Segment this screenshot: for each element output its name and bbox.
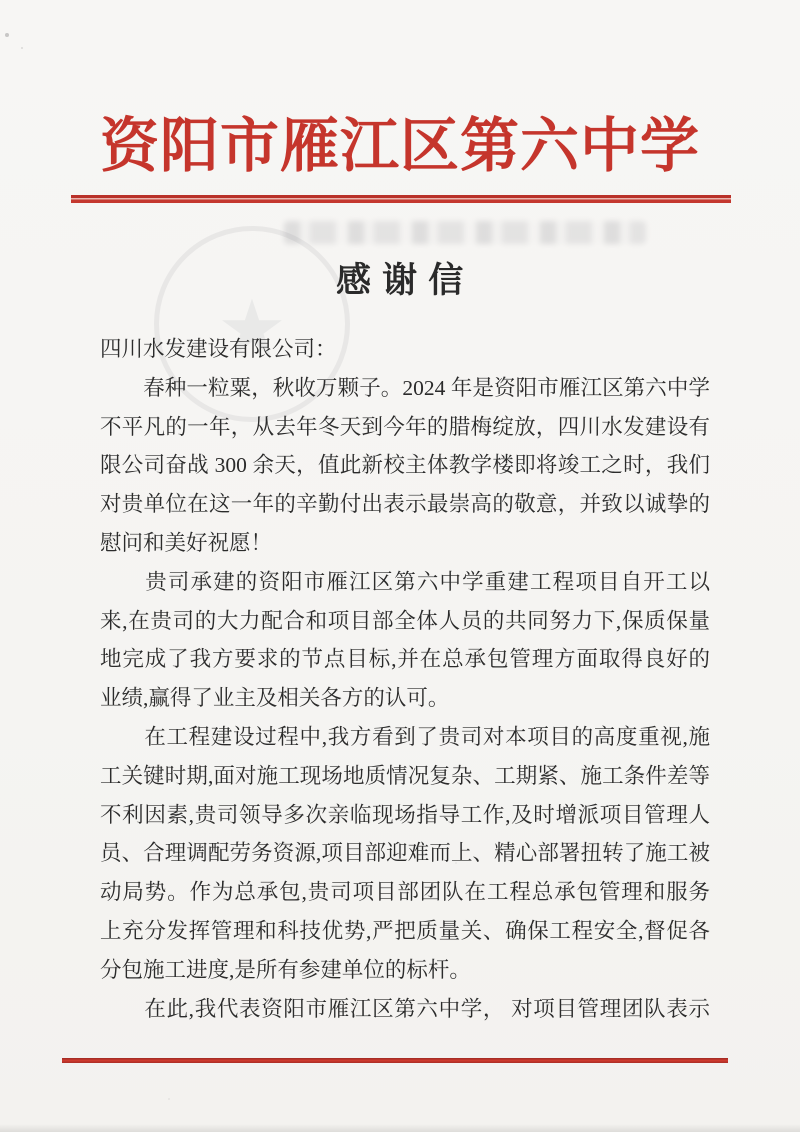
- footer-rule: [62, 1058, 728, 1063]
- letter-line: 在工程建设过程中,我方看到了贵司对本项目的高度重视,施: [100, 724, 710, 749]
- letter-line: 员、合理调配劳务资源,项目部迎难而上、精心部署扭转了施工被: [100, 841, 710, 866]
- letter-line: 不利因素,贵司领导多次亲临现场指导工作,及时增派项目管理人: [100, 802, 710, 827]
- letter-line: 分包施工进度,是所有参建单位的标杆。: [100, 957, 471, 982]
- page-edge-shadow: [0, 1124, 800, 1132]
- letter-title: 感 谢 信: [336, 261, 464, 300]
- letter-line: 来,在贵司的大力配合和项目部全体人员的共同努力下,保质保量: [100, 608, 710, 633]
- letter-body: [100, 330, 710, 1028]
- letter-line: 春种一粒粟，秋收万颗子。2024 年是资阳市雁江区第六中学: [100, 375, 710, 400]
- scan-speckles: [0, 0, 2, 2]
- letter-line: 上充分发挥管理和科技优势,严把质量关、确保工程安全,督促各: [100, 918, 710, 943]
- letter-line: 动局势。作为总承包,贵司项目部团队在工程总承包管理和服务: [100, 880, 710, 905]
- letter-salutation: 四川水发建设有限公司：: [100, 337, 337, 361]
- seal-star-icon: ★: [217, 284, 287, 372]
- letter-line: 限公司奋战 300 余天，值此新校主体教学楼即将竣工之时，我们: [100, 453, 710, 478]
- letter-line: 地完成了我方要求的节点目标,并在总承包管理方面取得良好的: [100, 647, 710, 672]
- letter-line: 贵司承建的资阳市雁江区第六中学重建工程项目自开工以: [100, 569, 710, 594]
- letter-line: 不平凡的一年，从去年冬天到今年的腊梅绽放，四川水发建设有: [100, 414, 710, 439]
- ink-bleed-smudge: [284, 221, 646, 244]
- letter-line: 对贵单位在这一年的辛勤付出表示最崇高的敬意，并致以诚挚的: [100, 492, 710, 517]
- letter-line: 工关键时期,面对施工现场地质情况复杂、工期紧、施工条件差等: [100, 763, 710, 788]
- letter-line: 业绩,赢得了业主及相关各方的认可。: [100, 686, 450, 711]
- organization-title: 资阳市雁江区第六中学: [99, 113, 700, 179]
- letter-line: 慰问和美好祝愿！: [100, 530, 273, 555]
- header-rule: [71, 195, 731, 203]
- letter-line: 在此,我代表资阳市雁江区第六中学， 对项目管理团队表示: [100, 996, 710, 1021]
